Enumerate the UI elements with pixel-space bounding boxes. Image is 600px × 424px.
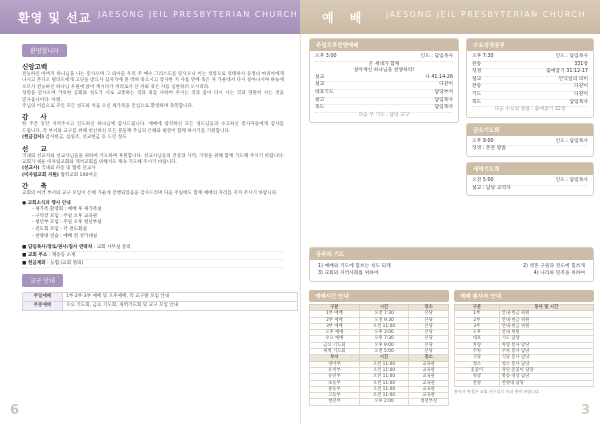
- service-row: [315, 82, 453, 90]
- service-leader: 인도 : 담임목사: [555, 177, 588, 183]
- info-label: ■ 담임목사/장로/권사/집사 연락처: [22, 245, 93, 251]
- table-cell: 청소 봉사 담당: [499, 361, 593, 367]
- meeting-schedule: [309, 290, 449, 406]
- table-row: [310, 374, 449, 380]
- confession-para: 주님의 이름으로 모인 모든 성도와 처음 오신 새가족을 진심으로 환영하며 축복합니다.: [22, 104, 194, 110]
- table-cell: 수요 예배: [310, 336, 360, 342]
- row-label: 설교: [472, 76, 482, 82]
- info-line: [22, 252, 284, 260]
- right-page-title: 예 배: [322, 11, 368, 25]
- table-cell: 오후 3:00: [359, 330, 409, 336]
- table-cell: 안내·헌금 위원: [499, 317, 593, 323]
- table-cell: 주차: [455, 349, 500, 355]
- table-cell: 오전 7:30: [359, 311, 409, 317]
- row-label: 축도: [472, 99, 482, 105]
- table-cell: 오후 7:30: [359, 336, 409, 342]
- column-header: 시간: [359, 305, 409, 311]
- table-cell: 영아부: [310, 361, 360, 367]
- table-row: [310, 336, 449, 342]
- row-value: 안식일의 의미: [558, 76, 588, 82]
- table-cell: 금요 기도회: [310, 342, 360, 348]
- service-time: 오후 7:30: [472, 54, 494, 59]
- list-item: - 구역장 모임 : 주일 오후 교육관: [32, 213, 98, 219]
- service-row: [315, 105, 453, 113]
- wed-service-body: [467, 51, 593, 117]
- table-cell: 유치부: [310, 367, 360, 373]
- column-header: 장소: [409, 355, 449, 361]
- list-item: - 전도회 모임 : 각 전도회실: [32, 227, 87, 233]
- table-cell: 오전 11:00: [359, 393, 409, 399]
- mission-title: 선 교: [22, 144, 52, 153]
- table-row: [455, 380, 594, 386]
- info-value: : 재송동 소재: [48, 253, 76, 259]
- news-list-lead: ● 교회소식과 행사 안내: [22, 200, 71, 206]
- confession-body: [22, 72, 284, 110]
- table-row: [310, 386, 449, 392]
- right-page: [300, 34, 600, 424]
- prayer-item: 3) 교회와 지역사회를 위하여: [318, 271, 379, 277]
- row-label: 찬송: [472, 84, 482, 90]
- service-row: [315, 75, 453, 83]
- table-cell: 오후: [455, 330, 500, 336]
- prayer-item: 1) 예배와 기도에 힘쓰는 성도 되게: [318, 264, 391, 269]
- confession-title: 신앙고백: [22, 63, 48, 71]
- wed-service-box: [466, 38, 594, 118]
- header-band: [0, 0, 600, 34]
- thanks-note-text: 감사헌금, 십일조, 선교헌금 등 드린 성도: [45, 135, 127, 141]
- confession-para: 전능하신 아버지 하나님을 나는 믿사오며 그 외아들 우리 주 예수 그리스도를 믿사오니 이는 성령으로 잉태하사 동정녀 마리아에게 나시고 본디오 빌라도에게 고난을 받으사 십자가에 못 박혀 죽으시고 장사한 지 사흘 만에 죽은 자 가운데서 다시 살아나시며 하늘에 오르사 전능하신 하나님 우편에 앉아 계시다가 저리로서 산 자와 죽은 자를 심판하러 오시리라.: [22, 72, 284, 90]
- table-cell: 주차 봉사 담당: [499, 349, 593, 355]
- table-cell: 강단 꽃꽂이 담당: [499, 367, 593, 373]
- prayer-item: 4) 나라와 민족을 위하여: [533, 271, 585, 277]
- info-line: [22, 260, 284, 268]
- table-row: [310, 311, 449, 317]
- list-item: [318, 270, 585, 277]
- mission-note2-text: 협력교회 100여곳: [60, 172, 98, 178]
- row-value: 담당부서: [434, 89, 453, 95]
- table-cell: 오후 9:00: [359, 342, 409, 348]
- service-schedule-title: 예배 봉사자 안내: [454, 290, 594, 302]
- thanks-note: [22, 135, 284, 141]
- meeting-table: [309, 304, 449, 406]
- service-row: [472, 84, 588, 92]
- service-leader: 인도 : 담임목사: [555, 138, 588, 144]
- table-cell: 교육관: [409, 380, 449, 386]
- table-cell: 고등부: [310, 393, 360, 399]
- row-value: 다같이: [574, 84, 588, 90]
- column-header: 구분: [455, 305, 500, 311]
- fri-service-body: [467, 136, 593, 156]
- row-label: 설교: [315, 74, 325, 80]
- service-table: [454, 304, 594, 387]
- table-cell: 본당: [409, 311, 449, 317]
- sunday-service-box: [309, 38, 459, 123]
- mission-note2-label: (미자립교회 지원): [22, 172, 59, 178]
- list-item: - 찬양대 연습 : 예배 전 성가대실: [32, 233, 98, 239]
- parish-label: 주일예배: [23, 293, 63, 302]
- meeting-schedule-title: 예배시간 안내: [309, 290, 449, 302]
- report-body: 교회의 여러 부서와 교구 모임이 은혜 가운데 진행되었음을 감사드리며 다음 주일에도 함께 예배의 자리를 지켜 주시기 바랍니다.: [22, 191, 278, 197]
- service-line: 설교 : 담당 교역자: [472, 185, 511, 191]
- table-cell: 오후 예배: [310, 330, 360, 336]
- table-cell: 교육관: [409, 361, 449, 367]
- row-value: 다같이: [439, 82, 453, 88]
- info-value: : 농협 (교회 명의): [47, 261, 84, 267]
- table-cell: 본당: [409, 317, 449, 323]
- list-item: - 청년부 모임 : 주일 오후 청년부실: [32, 220, 102, 226]
- table-row: [23, 293, 298, 302]
- table-cell: 2부: [455, 317, 500, 323]
- mission-note-text: 국내외 파송 및 협력 선교사: [40, 166, 96, 172]
- table-cell: 중등부: [310, 386, 360, 392]
- header-right: [300, 0, 600, 34]
- service-row: [315, 90, 453, 98]
- row-value: 담임목사: [434, 105, 453, 111]
- table-cell: 3부: [455, 323, 500, 329]
- service-row: [472, 77, 588, 85]
- header-left: [0, 0, 300, 34]
- table-cell: 교육관: [409, 386, 449, 392]
- dawn-service-body: [467, 175, 593, 195]
- column-header: 구분: [310, 305, 360, 311]
- table-cell: 오전 11:00: [359, 361, 409, 367]
- table-cell: 오전 9:30: [359, 317, 409, 323]
- table-cell: 본당: [409, 349, 449, 355]
- table-cell: 유년부: [310, 374, 360, 380]
- right-church-name: JAESONG JEIL PRESBYTERIAN CHURCH: [385, 10, 586, 19]
- table-row: [310, 367, 449, 373]
- service-row: [315, 98, 453, 106]
- prayer-box: [309, 247, 594, 282]
- table-cell: 기도 담당: [499, 336, 593, 342]
- row-value: 담임목사: [569, 99, 588, 105]
- row-label: 광고: [315, 97, 325, 103]
- right-page-number: 3: [580, 403, 590, 418]
- service-leader: 인도 : 담임목사: [555, 54, 588, 59]
- table-row: [310, 380, 449, 386]
- fri-service-title: 금요기도회: [467, 124, 593, 136]
- table-cell: 안내·헌금 위원: [499, 311, 593, 317]
- service-leader: 인도 : 담임목사: [420, 54, 453, 59]
- schedule-area: [309, 290, 594, 406]
- row-label: 대표기도: [315, 89, 334, 95]
- table-cell: 3부 예배: [310, 323, 360, 329]
- table-cell: 1부: [455, 311, 500, 317]
- left-page: [0, 34, 300, 424]
- table-header: [310, 305, 449, 311]
- list-item: - 새가족 환영회 : 예배 후 새가족실: [32, 207, 102, 213]
- table-cell: 오전 11:00: [359, 374, 409, 380]
- table-row: [310, 323, 449, 329]
- table-cell: 찬양: [455, 380, 500, 386]
- table-cell: 새벽 기도회: [310, 349, 360, 355]
- service-row: [315, 54, 453, 62]
- dawn-service-title: 새벽기도회: [467, 163, 593, 175]
- table-cell: 영상: [455, 374, 500, 380]
- row-label: 기도: [472, 91, 482, 97]
- report-title: 간 축: [22, 182, 52, 191]
- left-page-number: 6: [10, 403, 20, 418]
- table-cell: 차량 봉사 담당: [499, 342, 593, 348]
- table-row: [23, 302, 298, 311]
- right-column-b: [466, 38, 594, 201]
- table-row: [310, 317, 449, 323]
- mission-note-label: (선교사): [22, 166, 40, 172]
- thanks-title: 감 사: [22, 113, 52, 122]
- row-value: 사 41:14-26: [425, 74, 453, 80]
- table-row: [310, 349, 449, 355]
- row-value: 담임목사: [434, 97, 453, 103]
- service-theme: 온 세대가 함께: [368, 61, 400, 67]
- parish-label: 주중예배: [23, 302, 63, 311]
- info-label: ■ 헌금계좌: [22, 261, 46, 267]
- table-row: [310, 399, 449, 405]
- welcome-tag: 환영합니다: [22, 44, 67, 57]
- service-volunteer-schedule: [454, 290, 594, 406]
- mission-body: 국내외 선교지와 선교사님들을 위하여 기도하며 후원합니다. 선교사님들의 건강과 사역, 가정을 위해 함께 기도해 주시기 바랍니다. 교회가 세운 미자립교회와 개척교회를 위해서도 계속 기도해 주시기 바랍니다.: [22, 153, 284, 166]
- next-week-note: 다음 주 기도 : 담당 교구: [358, 112, 410, 118]
- column-header: 시간: [359, 355, 409, 361]
- left-church-name: JAESONG JEIL PRESBYTERIAN CHURCH: [98, 10, 299, 19]
- mission-note-2: [22, 173, 284, 179]
- table-cell: 본당: [409, 336, 449, 342]
- service-time: 오후 3:00: [315, 54, 337, 59]
- service-row: [472, 178, 588, 186]
- table-cell: 꽃꽂이: [455, 367, 500, 373]
- table-header: [310, 355, 449, 361]
- confession-para: 성령을 믿사오며 거룩한 공회와 성도가 서로 교통하는 것과 죄를 사하여 주시는 것과 몸이 다시 사는 것과 영원히 사는 것을 믿사옵나이다. 아멘.: [22, 91, 284, 103]
- row-label: 성경: [472, 69, 482, 75]
- table-cell: 찬양대 담당: [499, 380, 593, 386]
- table-cell: 오전 11:00: [359, 323, 409, 329]
- table-cell: 교육관: [409, 367, 449, 373]
- table-cell: 본당: [409, 342, 449, 348]
- column-header: 부서: [310, 355, 360, 361]
- thanks-body: 한 주간 동안 지켜주시고 인도하신 하나님께 감사드립니다. 예배에 참석하신 모든 성도님들과 수고하신 봉사자들에게 감사를 드립니다. 각 부서와 교구를 위해 헌신하신 모든 분들께 주님의 은혜와 평강이 함께 하시기를 기원합니다.: [22, 122, 284, 134]
- service-time: 오전 5:00: [472, 177, 494, 183]
- table-cell: 식당 봉사 담당: [499, 355, 593, 361]
- info-label: ■ 교회 주소: [22, 253, 48, 259]
- sunday-service-title: 주일오후찬양예배: [310, 39, 458, 51]
- prayer-list: [310, 260, 593, 281]
- info-line: [22, 244, 284, 252]
- table-cell: 2부 예배: [310, 317, 360, 323]
- table-cell: 대표: [455, 336, 500, 342]
- service-row: [472, 54, 588, 62]
- info-value: : 교회 사무실 문의: [93, 245, 131, 251]
- service-time: 오후 9:00: [472, 138, 494, 144]
- table-cell: 본당: [409, 330, 449, 336]
- left-page-title: 환영 및 선교: [18, 11, 92, 25]
- dawn-service-box: [466, 162, 594, 196]
- table-cell: 오전 5:00: [359, 349, 409, 355]
- table-cell: 차량: [455, 342, 500, 348]
- list-item: [318, 263, 585, 270]
- row-label: 찬송: [472, 61, 482, 67]
- table-cell: 청년부실: [409, 399, 449, 405]
- service-line: 성경 : 본문 말씀: [472, 146, 506, 152]
- service-row: [472, 69, 588, 77]
- table-cell: 안내 위원: [499, 330, 593, 336]
- table-row: [310, 342, 449, 348]
- service-row: [472, 92, 588, 100]
- right-column-a: [309, 38, 459, 128]
- row-value: 331장: [574, 61, 588, 67]
- table-cell: 식당: [455, 355, 500, 361]
- table-cell: 청소: [455, 361, 500, 367]
- row-label: 설교: [315, 82, 325, 88]
- wed-note: 다음 수요일 말씀 : 출애굽기 32장: [494, 107, 566, 113]
- table-cell: 청년부: [310, 399, 360, 405]
- table-cell: 본당: [409, 323, 449, 329]
- column-header: 장소: [409, 305, 449, 311]
- parish-tag: 교구 안내: [22, 274, 63, 287]
- table-cell: 방송·영상 담당: [499, 374, 593, 380]
- table-cell: 오전 11:00: [359, 380, 409, 386]
- service-note: 봉사자 변경은 교회 사무실로 미리 연락 바랍니다.: [454, 388, 541, 394]
- table-cell: 교육관: [409, 393, 449, 399]
- parish-text: 수요 기도회, 금요 기도회, 새벽기도회 및 교구 모임 안내: [63, 302, 298, 311]
- row-label: 축도: [315, 105, 325, 111]
- fri-service-box: [466, 123, 594, 157]
- row-value: 출애굽기 31:12-17: [546, 69, 588, 75]
- table-cell: 오전 11:00: [359, 367, 409, 373]
- table-cell: 1부 예배: [310, 311, 360, 317]
- news-list: [22, 201, 284, 241]
- wed-service-title: 수요성경공부: [467, 39, 593, 51]
- parish-text: 1부·2부·3부 예배 및 오후예배, 각 교구별 모임 안내: [63, 293, 298, 302]
- thanks-note-label: (헌금감사): [22, 135, 44, 141]
- info-lines: [22, 244, 284, 268]
- table-row: [310, 393, 449, 399]
- sunday-service-body: [310, 51, 458, 122]
- parish-table: [22, 292, 298, 311]
- service-theme: 살아계신 하나님을 찬양하라!: [353, 68, 415, 74]
- table-cell: 오후 2:00: [359, 399, 409, 405]
- column-header: 봉사 및 시간: [499, 305, 593, 311]
- table-cell: 교육관: [409, 374, 449, 380]
- row-value: 다같이: [574, 91, 588, 97]
- table-cell: 안내·헌금 위원: [499, 323, 593, 329]
- prayer-item: 2) 영혼 구원과 전도에 힘쓰게: [523, 264, 585, 269]
- table-row: [310, 361, 449, 367]
- table-cell: 초등부: [310, 380, 360, 386]
- prayer-title: 공주의 기도: [310, 248, 593, 260]
- table-cell: 오전 11:00: [359, 386, 409, 392]
